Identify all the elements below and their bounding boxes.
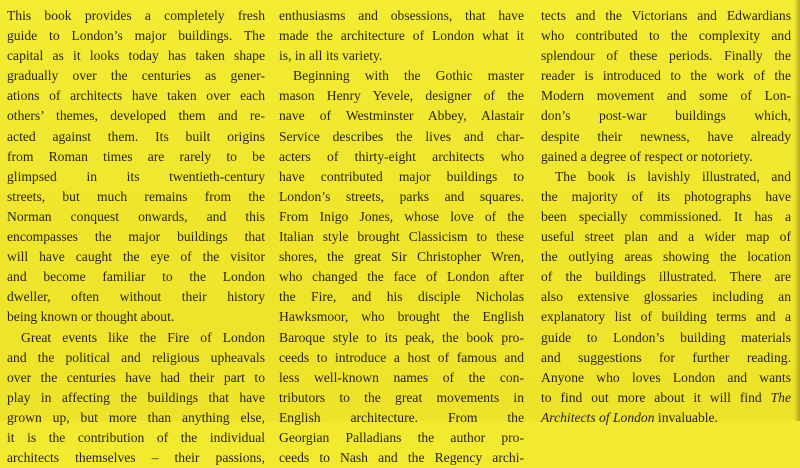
text-line: nave of Westminster Abbey, Alastair bbox=[279, 108, 524, 124]
text-line: splendour of these periods. Finally the bbox=[541, 48, 791, 64]
text-line: grown up, but more than anything else, bbox=[7, 409, 265, 425]
text-line: Hawksmoor, who brought the English bbox=[279, 309, 524, 325]
text-line: capital as it looks today has taken shape bbox=[7, 48, 265, 64]
text-line: and suggestions for further reading. bbox=[541, 349, 791, 365]
text-line: who changed the face of London after bbox=[279, 269, 524, 285]
text-line: dweller, often without their history bbox=[7, 289, 265, 305]
text-segment: invaluable. bbox=[654, 409, 718, 425]
text-line: Service describes the lives and char- bbox=[279, 128, 524, 144]
text-line: guide to London’s building materials bbox=[541, 329, 791, 345]
text-line: London’s streets, parks and squares. bbox=[279, 188, 524, 204]
text-line: English architecture. From the bbox=[279, 409, 524, 425]
text-column-3 bbox=[541, 6, 791, 428]
text-line: ceeds to Nash and the Regency archi- bbox=[279, 450, 524, 466]
text-line: Modern movement and some of Lon- bbox=[541, 88, 791, 104]
text-line: shores, the great Sir Christopher Wren, bbox=[279, 249, 524, 265]
text-line: less well-known names of the con- bbox=[279, 369, 524, 385]
text-line: Anyone who loves London and wants bbox=[541, 369, 791, 385]
text-line: Italian style brought Classicism to these bbox=[279, 229, 524, 245]
text-line: and the political and religious upheavals bbox=[7, 349, 265, 365]
text-line: enthusiasms and obsessions, that have bbox=[279, 8, 524, 23]
text-segment: to find out more about it will find bbox=[541, 389, 762, 405]
text-line: streets, but much remains from the bbox=[7, 188, 265, 204]
text-line: despite their newness, have already bbox=[541, 128, 791, 144]
text-line: don’s post-war buildings which, bbox=[541, 108, 791, 124]
text-line: This book provides a completely fresh bbox=[7, 8, 265, 23]
text-line: encompasses the major buildings that bbox=[7, 229, 265, 245]
text-line: been specially commissioned. It has a bbox=[541, 208, 791, 224]
book-title-italic: The bbox=[770, 389, 791, 405]
text-line: useful street plan and a wider map of bbox=[541, 229, 791, 245]
text-column-1 bbox=[7, 6, 265, 468]
text-line: guide to London’s major buildings. The bbox=[7, 28, 265, 44]
text-line: architects themselves – their passions, bbox=[7, 450, 265, 466]
text-line: others’ themes, developed them and re- bbox=[7, 108, 265, 124]
text-line: explanatory list of building terms and a bbox=[541, 309, 791, 325]
text-line: have contributed major buildings to bbox=[279, 168, 524, 184]
text-line: the outlying areas showing the location bbox=[541, 249, 791, 265]
text-line: acters of thirty-eight architects who bbox=[279, 148, 524, 164]
text-line: The book is lavishly illustrated, and bbox=[555, 168, 791, 184]
text-line: gained a degree of respect or notoriety. bbox=[541, 148, 753, 164]
text-line: mason Henry Yevele, designer of the bbox=[279, 88, 524, 104]
text-line: it is the contribution of the individual bbox=[7, 429, 265, 445]
text-line: glimpsed in its twentieth-century bbox=[7, 168, 265, 184]
text-line: tects and the Victorians and Edwardians bbox=[541, 8, 791, 23]
text-line: being known or thought about. bbox=[7, 309, 175, 325]
book-title-italic: Architects of London bbox=[541, 409, 655, 425]
text-line: ceeds to introduce a host of famous and bbox=[279, 349, 524, 365]
text-line: Georgian Palladians the author pro- bbox=[279, 429, 524, 445]
text-line: Great events like the Fire of London bbox=[21, 329, 265, 345]
text-line: the Fire, and his disciple Nicholas bbox=[279, 289, 524, 305]
text-line: over the centuries have had their part to bbox=[7, 369, 265, 385]
text-line: Beginning with the Gothic master bbox=[293, 68, 524, 84]
text-line: also extensive glossaries including an bbox=[541, 289, 791, 305]
text-line: is, in all its variety. bbox=[279, 48, 383, 64]
text-line bbox=[541, 408, 791, 428]
text-line: Norman conquest onwards, and this bbox=[7, 208, 265, 224]
text-line: acted against them. Its built origins bbox=[7, 128, 265, 144]
page-edge-shadow bbox=[794, 0, 800, 421]
text-line: of the buildings illustrated. There are bbox=[541, 269, 791, 285]
text-line: play in affecting the buildings that have bbox=[7, 389, 265, 405]
text-line: ations of architects have taken over each bbox=[7, 88, 265, 104]
text-line: tributors to the great movements in bbox=[279, 389, 524, 405]
text-line: will have caught the eye of the visitor bbox=[7, 249, 265, 265]
text-line: and become familiar to the London bbox=[7, 269, 265, 285]
text-line: made the architecture of London what it bbox=[279, 28, 524, 44]
text-line: the majority of its photographs have bbox=[541, 188, 791, 204]
text-column-2 bbox=[279, 6, 524, 468]
text-line: who contributed to the complexity and bbox=[541, 28, 791, 44]
text-line: reader is introduced to the work of the bbox=[541, 68, 791, 84]
text-line bbox=[541, 388, 791, 408]
text-line: from Roman times are rarely to be bbox=[7, 148, 265, 164]
text-line: Baroque style to its peak, the book pro- bbox=[279, 329, 524, 345]
text-line: From Inigo Jones, whose love of the bbox=[279, 208, 524, 224]
text-line: gradually over the centuries as gener- bbox=[7, 68, 265, 84]
